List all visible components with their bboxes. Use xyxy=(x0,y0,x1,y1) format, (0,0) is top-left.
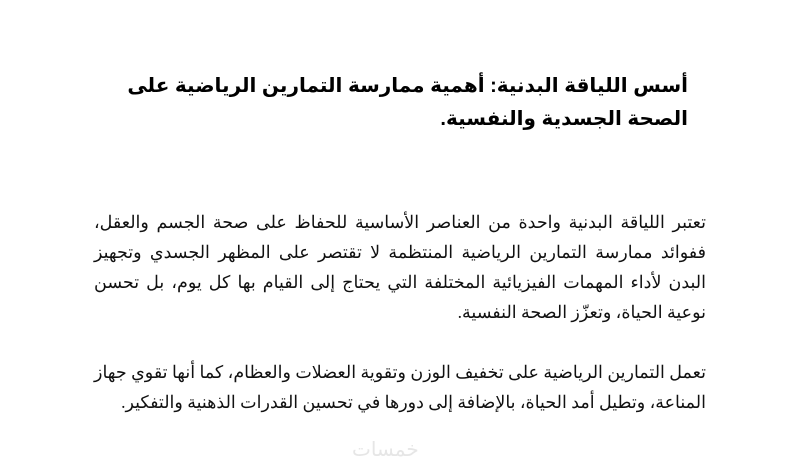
paragraph-intro: تعتبر اللياقة البدنية واحدة من العناصر الأساسية للحفاظ على صحة الجسم والعقل، ففوائد ممارسة التمارين الرياضية المنتظمة لا تقتصر على المظهر الجسدي وتجهيز البدن لأداء المهمات الفيزيائية المختلفة التي يحتاج إلى القيام بها كل يوم، بل تحسن نوعية الحياة، وتعزّز الصحة النفسية. xyxy=(94,212,706,322)
watermark-logo: خمسات xyxy=(352,437,419,461)
paragraph-benefits: تعمل التمارين الرياضية على تخفيف الوزن وتقوية العضلات والعظام، كما أنها تقوي جهاز المناعة، وتطيل أمد الحياة، بالإضافة إلى دورها في تحسين القدرات الذهنية والتفكير. xyxy=(94,362,706,412)
document-title: أسس اللياقة البدنية: أهمية ممارسة التمارين الرياضية على الصحة الجسدية والنفسية. xyxy=(127,75,688,130)
